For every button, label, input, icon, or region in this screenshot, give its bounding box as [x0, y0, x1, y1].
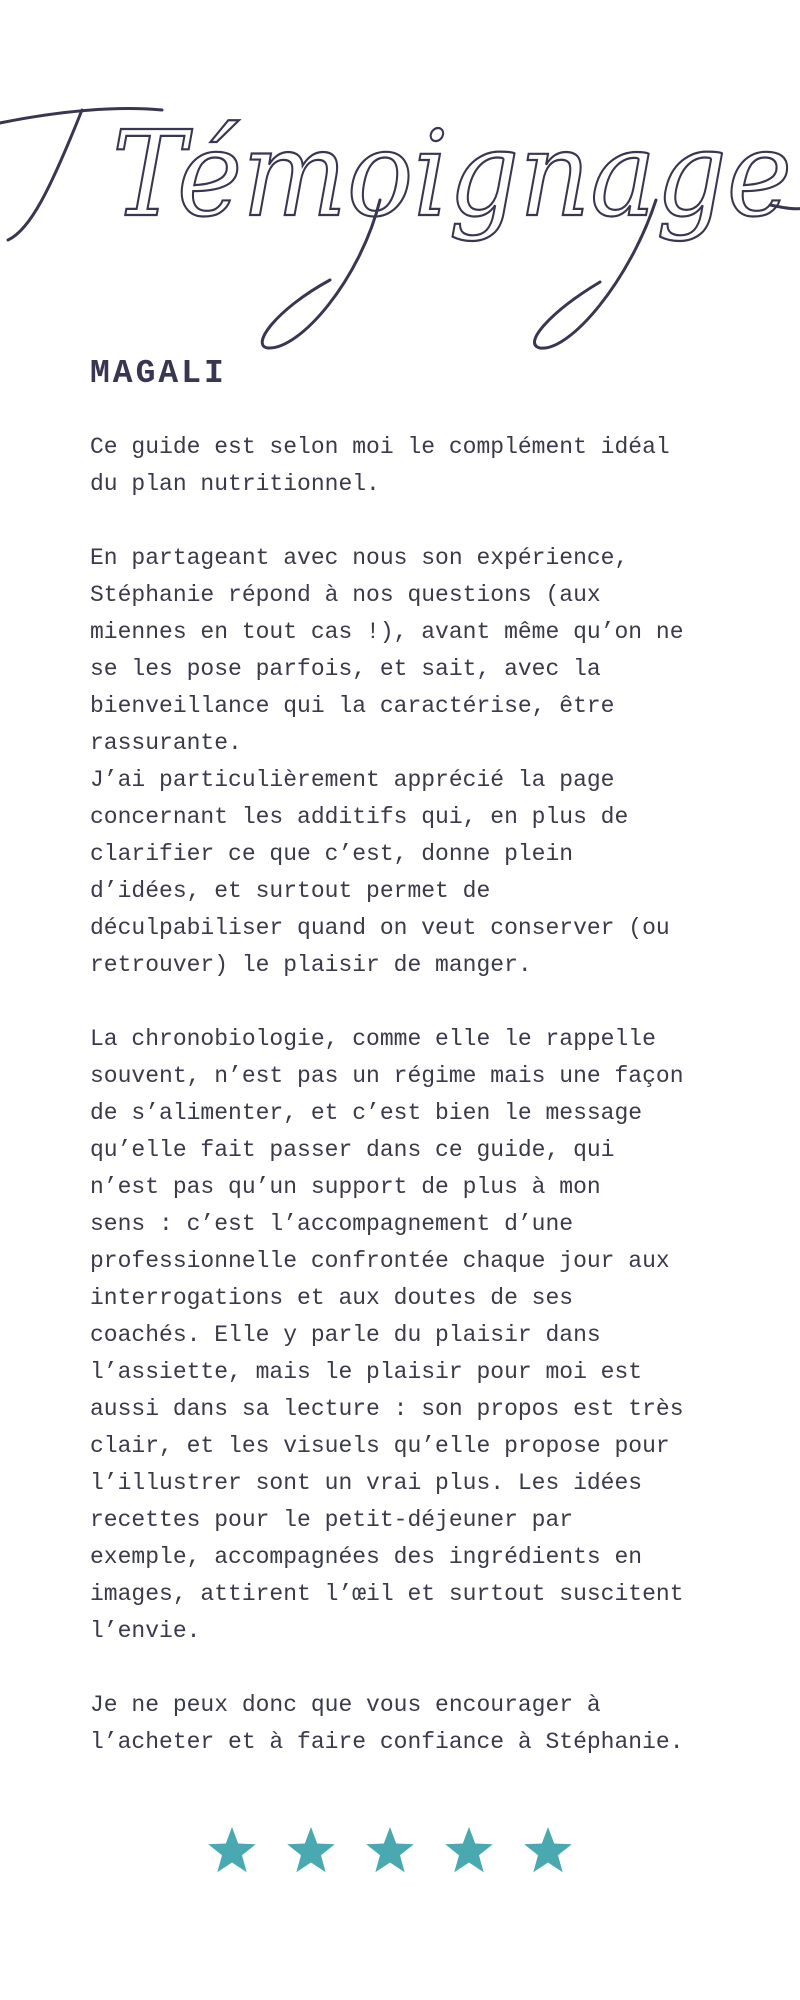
- reviewer-name: MAGALI: [90, 355, 227, 392]
- paragraph-line: n’est pas qu’un support de plus à mon: [90, 1174, 601, 1200]
- paragraph-line: recettes pour le petit-déjeuner par: [90, 1507, 574, 1533]
- paragraph-line: d’idées, et surtout permet de: [90, 878, 491, 904]
- testimonial-paragraph: [90, 1021, 740, 1650]
- paragraph-line: coachés. Elle y parle du plaisir dans: [90, 1322, 601, 1348]
- paragraph-line: de s’alimenter, et c’est bien le message: [90, 1100, 643, 1126]
- paragraph-line: sens : c’est l’accompagnement d’une: [90, 1211, 574, 1237]
- star-icon: [285, 1826, 337, 1876]
- paragraph-line: miennes en tout cas !), avant même qu’on ne: [90, 619, 684, 645]
- page-heading: [0, 80, 800, 380]
- paragraph-line: concernant les additifs qui, en plus de: [90, 804, 629, 830]
- paragraph-line: l’acheter et à faire confiance à Stéphanie.: [90, 1729, 684, 1755]
- paragraph-spacer: [90, 503, 740, 540]
- paragraph-line: clair, et les visuels qu’elle propose pour: [90, 1433, 670, 1459]
- paragraph-line: déculpabiliser quand on veut conserver (ou: [90, 915, 670, 941]
- paragraph-line: aussi dans sa lecture : son propos est très: [90, 1396, 684, 1422]
- paragraph-line: rassurante.: [90, 730, 242, 756]
- paragraph-line: Stéphanie répond à nos questions (aux: [90, 582, 601, 608]
- testimonial-paragraph: [90, 540, 740, 984]
- paragraph-line: souvent, n’est pas un régime mais une façon: [90, 1063, 684, 1089]
- testimonial-body: [90, 429, 740, 1761]
- paragraph-line: bienveillance qui la caractérise, être: [90, 693, 615, 719]
- paragraph-spacer: [90, 984, 740, 1021]
- star-rating: [206, 1826, 586, 1886]
- paragraph-line: qu’elle fait passer dans ce guide, qui: [90, 1137, 615, 1163]
- paragraph-line: En partageant avec nous son expérience,: [90, 545, 629, 571]
- paragraph-line: Ce guide est selon moi le complément idéal: [90, 434, 670, 460]
- paragraph-line: J’ai particulièrement apprécié la page: [90, 767, 615, 793]
- heading-script-art: [0, 80, 800, 380]
- star-icon: [364, 1826, 416, 1876]
- paragraph-line: exemple, accompagnées des ingrédients en: [90, 1544, 643, 1570]
- paragraph-line: retrouver) le plaisir de manger.: [90, 952, 532, 978]
- star-icon: [522, 1826, 574, 1876]
- paragraph-line: Je ne peux donc que vous encourager à: [90, 1692, 601, 1718]
- heading-flourish-t-stem: [8, 110, 82, 240]
- paragraph-line: se les pose parfois, et sait, avec la: [90, 656, 601, 682]
- paragraph-line: du plan nutritionnel.: [90, 471, 380, 497]
- paragraph-spacer: [90, 1650, 740, 1687]
- testimonial-paragraph: [90, 429, 740, 503]
- paragraph-line: images, attirent l’œil et surtout suscitent: [90, 1581, 684, 1607]
- star-icon: [206, 1826, 258, 1876]
- paragraph-line: professionnelle confrontée chaque jour aux: [90, 1248, 670, 1274]
- star-icon: [443, 1826, 495, 1876]
- paragraph-line: interrogations et aux doutes de ses: [90, 1285, 574, 1311]
- paragraph-line: l’assiette, mais le plaisir pour moi est: [90, 1359, 643, 1385]
- paragraph-line: clarifier ce que c’est, donne plein: [90, 841, 574, 867]
- testimonial-paragraph: [90, 1687, 740, 1761]
- paragraph-line: l’illustrer sont un vrai plus. Les idées: [90, 1470, 643, 1496]
- heading-text: Témoignage: [112, 105, 792, 243]
- paragraph-line: l’envie.: [90, 1618, 201, 1644]
- paragraph-line: La chronobiologie, comme elle le rappelle: [90, 1026, 656, 1052]
